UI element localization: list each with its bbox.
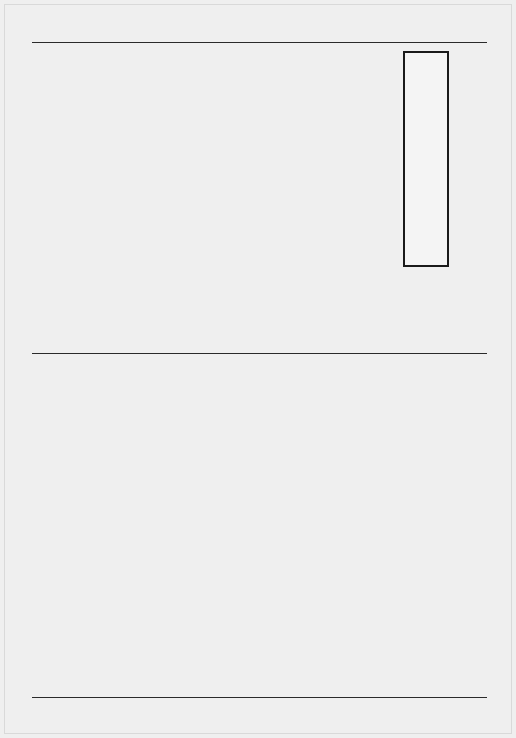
top-rule	[32, 42, 487, 43]
bottom-rule	[32, 697, 487, 698]
section-title-box	[403, 51, 449, 267]
middle-rule	[32, 353, 487, 354]
